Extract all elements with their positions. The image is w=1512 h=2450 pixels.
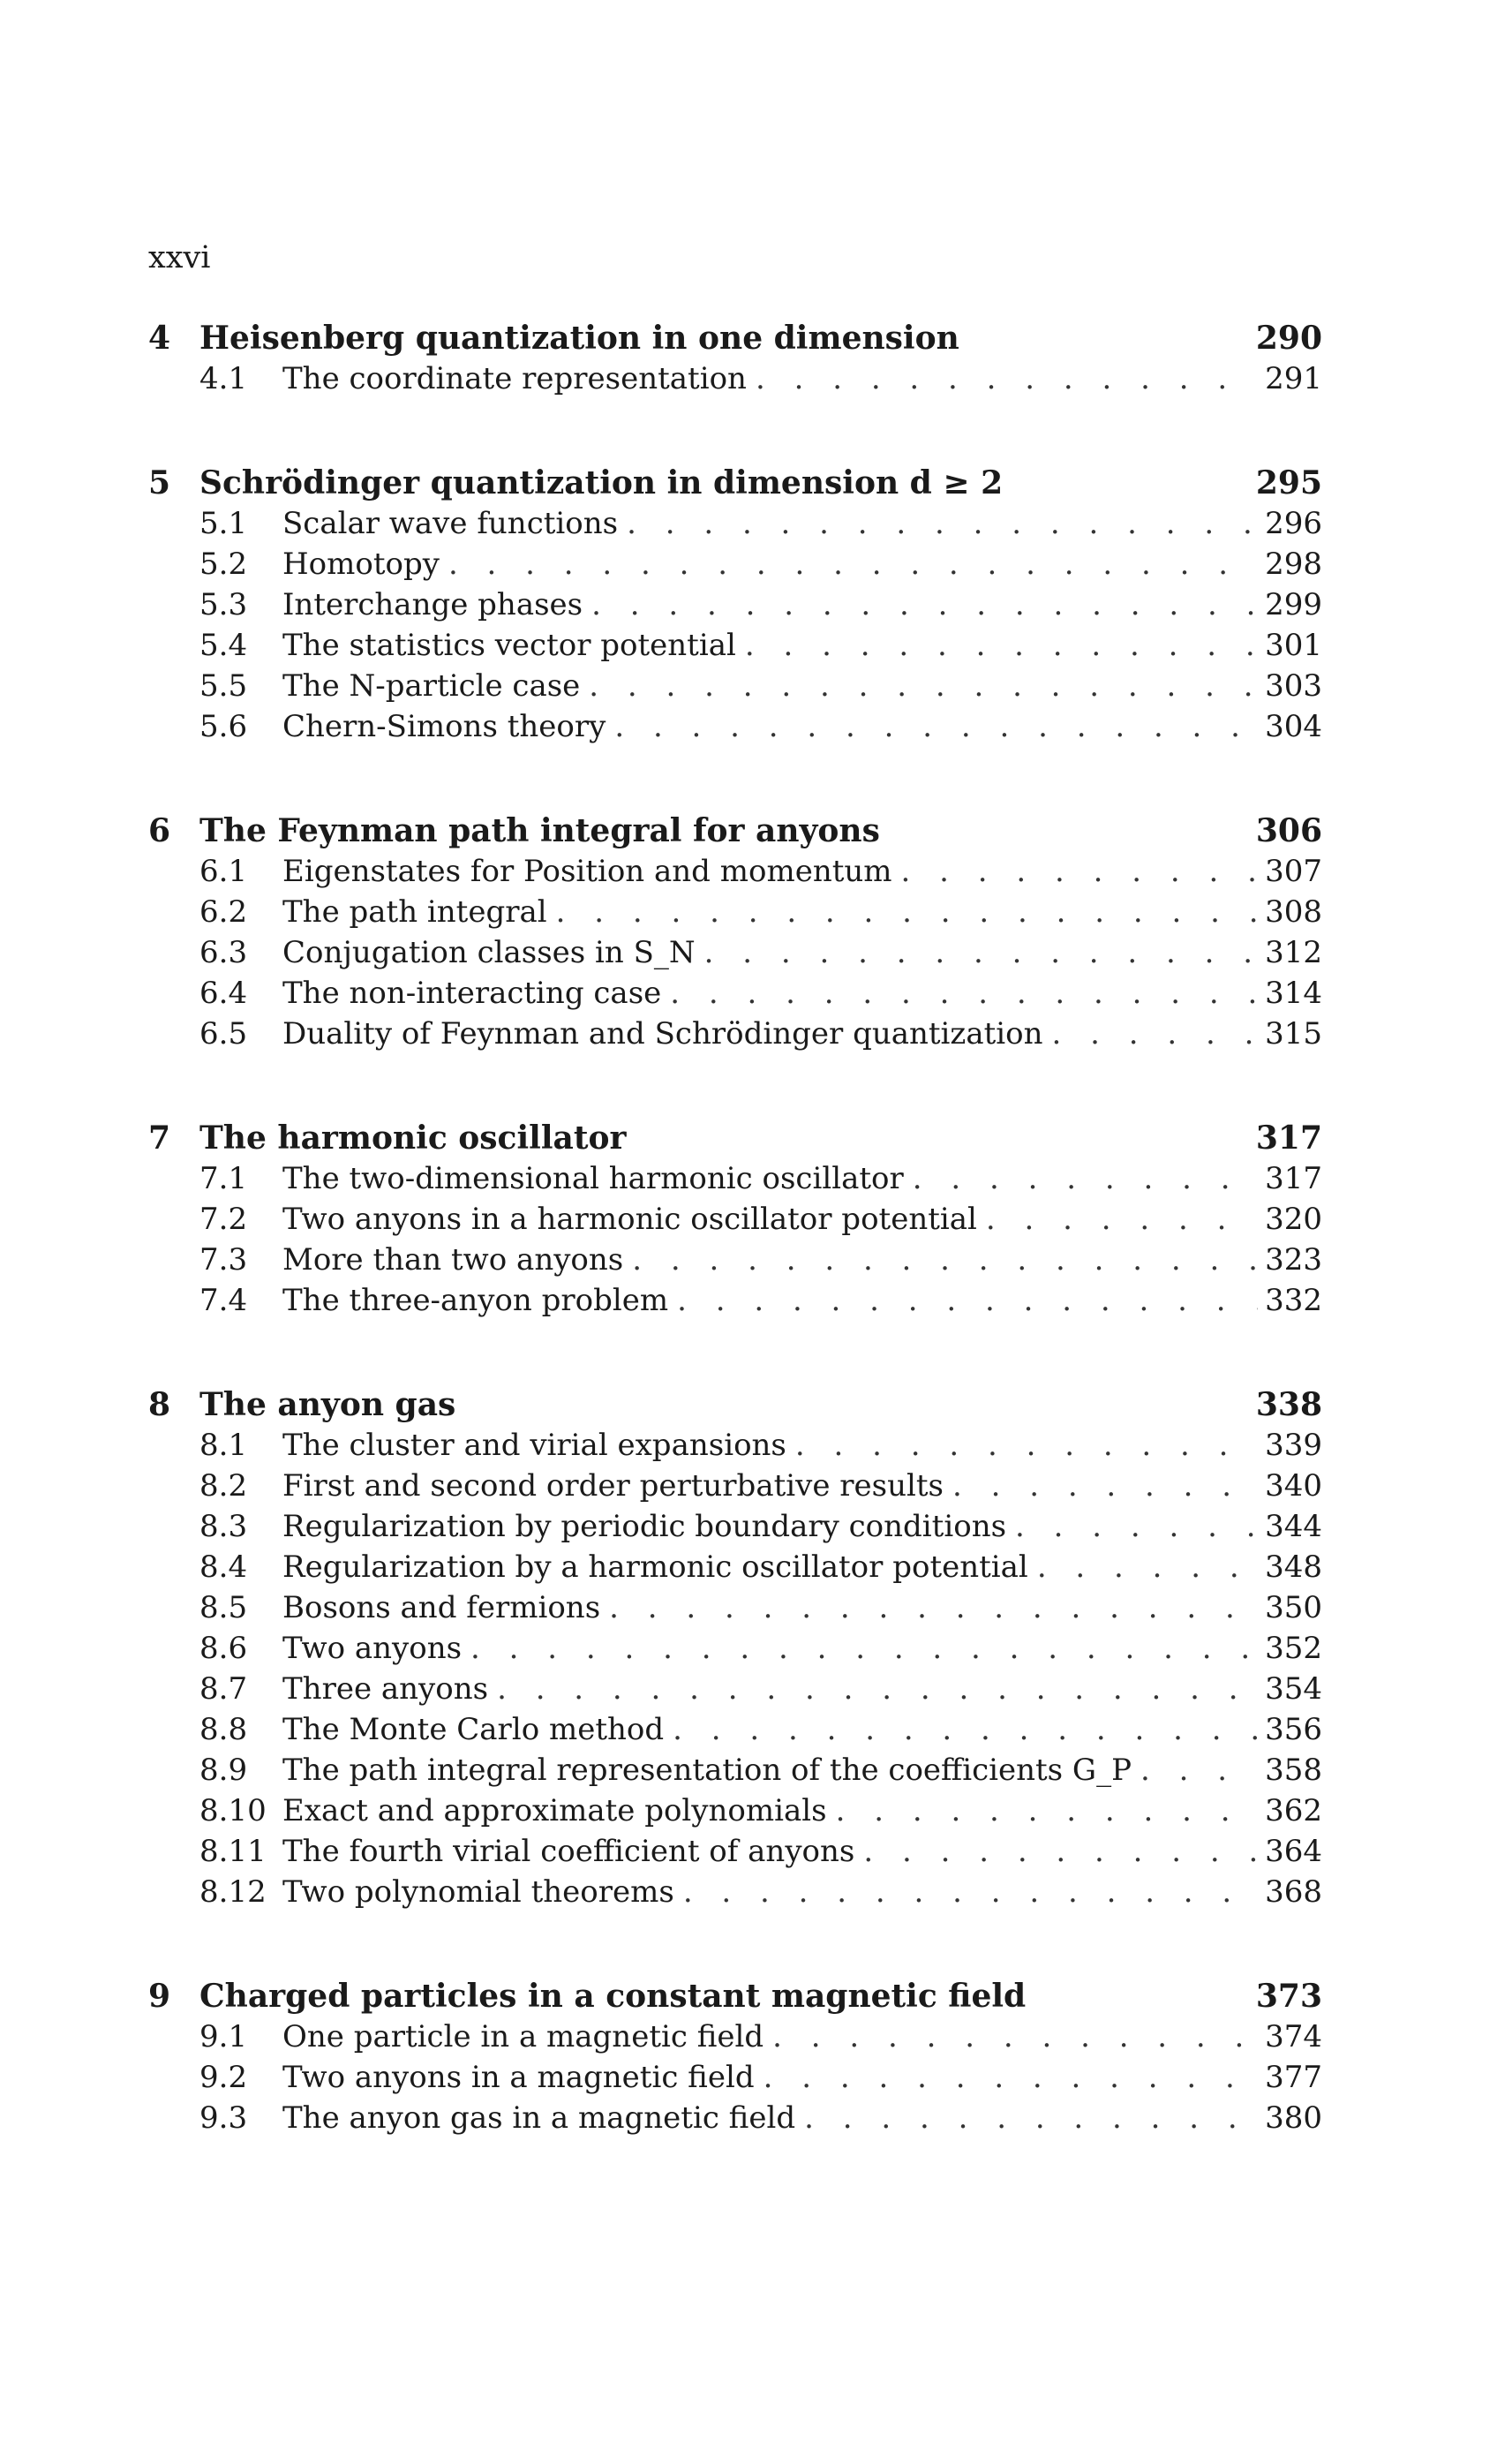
section-entry[interactable] xyxy=(148,1628,1322,1669)
section-number: 5.3 xyxy=(199,587,248,622)
section-number: 7.1 xyxy=(199,1161,248,1196)
section-title: Scalar wave functions xyxy=(282,503,627,544)
section-page-number: 344 xyxy=(1258,1506,1322,1547)
section-number: 6.5 xyxy=(199,1016,248,1052)
chapter-heading[interactable] xyxy=(148,1384,1322,1425)
section-title: Two anyons in a harmonic oscillator potential xyxy=(282,1199,986,1240)
section-entry[interactable] xyxy=(148,706,1322,747)
dot-leader xyxy=(913,1158,1258,1199)
section-title: Exact and approximate polynomials xyxy=(282,1790,836,1831)
section-number: 6.1 xyxy=(199,854,248,889)
section-title: Bosons and fermions xyxy=(282,1587,609,1628)
section-entry[interactable] xyxy=(148,973,1322,1014)
section-number: 5.1 xyxy=(199,506,248,541)
section-page-number: 303 xyxy=(1258,666,1322,706)
section-title: The cluster and virial expansions xyxy=(282,1425,795,1466)
section-page-number: 299 xyxy=(1258,584,1322,625)
dot-leader xyxy=(632,1240,1258,1280)
section-entry[interactable] xyxy=(148,932,1322,973)
dot-leader xyxy=(609,1587,1258,1628)
section-page-number: 340 xyxy=(1258,1466,1322,1506)
dot-leader xyxy=(614,706,1258,747)
chapter-title: The Feynman path integral for anyons xyxy=(199,812,880,849)
section-number: 9.2 xyxy=(199,2060,248,2095)
section-page-number: 358 xyxy=(1258,1750,1322,1790)
section-entry[interactable] xyxy=(148,1669,1322,1709)
section-title: Three anyons xyxy=(282,1669,497,1709)
section-entry[interactable] xyxy=(148,1750,1322,1790)
chapter-title: The harmonic oscillator xyxy=(199,1119,627,1157)
section-number: 9.3 xyxy=(199,2100,248,2136)
dot-leader xyxy=(683,1872,1258,1912)
section-entry[interactable] xyxy=(148,503,1322,544)
section-number: 9.1 xyxy=(199,2019,248,2054)
section-entry[interactable] xyxy=(148,851,1322,892)
section-number: 6.4 xyxy=(199,976,248,1011)
section-entry[interactable] xyxy=(148,2098,1322,2138)
dot-leader xyxy=(704,932,1258,973)
chapter-number: 7 xyxy=(148,1119,171,1157)
table-of-contents xyxy=(148,318,1322,2202)
toc-chapter xyxy=(148,1976,1322,2138)
dot-leader xyxy=(863,1831,1258,1872)
section-number: 8.7 xyxy=(199,1671,248,1707)
section-entry[interactable] xyxy=(148,2057,1322,2098)
section-number: 7.4 xyxy=(199,1283,248,1318)
dot-leader xyxy=(986,1199,1258,1240)
section-entry[interactable] xyxy=(148,1587,1322,1628)
section-number: 8.4 xyxy=(199,1549,248,1585)
section-title: More than two anyons xyxy=(282,1240,632,1280)
section-page-number: 356 xyxy=(1258,1709,1322,1750)
section-page-number: 354 xyxy=(1258,1669,1322,1709)
dot-leader xyxy=(556,892,1258,932)
dot-leader xyxy=(497,1669,1258,1709)
dot-leader xyxy=(764,2057,1258,2098)
section-entry[interactable] xyxy=(148,1466,1322,1506)
toc-chapter xyxy=(148,318,1322,399)
section-title: One particle in a magnetic field xyxy=(282,2017,772,2057)
dot-leader xyxy=(804,2098,1258,2138)
section-entry[interactable] xyxy=(148,544,1322,584)
section-page-number: 296 xyxy=(1258,503,1322,544)
section-title: Chern-Simons theory xyxy=(282,706,614,747)
chapter-title: Schrödinger quantization in dimension d ≥ 2 xyxy=(199,464,1004,501)
section-title: Two anyons xyxy=(282,1628,470,1669)
section-number: 7.2 xyxy=(199,1202,248,1237)
chapter-page-number: 373 xyxy=(1255,1978,1322,2015)
section-page-number: 304 xyxy=(1258,706,1322,747)
dot-leader xyxy=(1052,1014,1259,1054)
section-page-number: 301 xyxy=(1258,625,1322,666)
section-title: The statistics vector potential xyxy=(282,625,745,666)
section-entry[interactable] xyxy=(148,1506,1322,1547)
chapter-page-number: 306 xyxy=(1255,812,1322,849)
section-title: Two anyons in a magnetic field xyxy=(282,2057,764,2098)
section-title: The anyon gas in a magnetic field xyxy=(282,2098,804,2138)
section-title: First and second order perturbative results xyxy=(282,1466,952,1506)
section-title: The non-interacting case xyxy=(282,973,670,1014)
section-title: Interchange phases xyxy=(282,584,591,625)
section-page-number: 291 xyxy=(1258,358,1322,399)
section-title: Homotopy xyxy=(282,544,448,584)
section-number: 5.4 xyxy=(199,628,248,663)
section-number: 8.11 xyxy=(199,1834,267,1869)
section-title: The three-anyon problem xyxy=(282,1280,677,1321)
section-page-number: 307 xyxy=(1258,851,1322,892)
section-entry[interactable] xyxy=(148,1831,1322,1872)
dot-leader xyxy=(1015,1506,1258,1547)
dot-leader xyxy=(591,584,1258,625)
dot-leader xyxy=(772,2017,1258,2057)
section-entry[interactable] xyxy=(148,1709,1322,1750)
section-entry[interactable] xyxy=(148,1014,1322,1054)
dot-leader xyxy=(901,851,1259,892)
section-number: 8.6 xyxy=(199,1631,248,1666)
dot-leader xyxy=(756,358,1258,399)
section-page-number: 368 xyxy=(1258,1872,1322,1912)
section-page-number: 312 xyxy=(1258,932,1322,973)
section-number: 8.2 xyxy=(199,1468,248,1504)
dot-leader xyxy=(589,666,1258,706)
section-title: The N-particle case xyxy=(282,666,589,706)
section-number: 8.3 xyxy=(199,1509,248,1544)
chapter-number: 4 xyxy=(148,320,171,357)
section-page-number: 314 xyxy=(1258,973,1322,1014)
section-page-number: 298 xyxy=(1258,544,1322,584)
page-folio: xxvi xyxy=(148,240,211,275)
section-entry[interactable] xyxy=(148,2017,1322,2057)
section-page-number: 352 xyxy=(1258,1628,1322,1669)
section-title: The path integral xyxy=(282,892,556,932)
section-page-number: 377 xyxy=(1258,2057,1322,2098)
section-number: 5.5 xyxy=(199,668,248,704)
dot-leader xyxy=(836,1790,1259,1831)
section-title: Regularization by periodic boundary conditions xyxy=(282,1506,1015,1547)
toc-chapter xyxy=(148,463,1322,747)
chapter-heading[interactable] xyxy=(148,1976,1322,2017)
section-page-number: 315 xyxy=(1258,1014,1322,1054)
chapter-number: 5 xyxy=(148,464,171,501)
chapter-heading[interactable] xyxy=(148,463,1322,503)
chapter-page-number: 338 xyxy=(1255,1386,1322,1423)
section-number: 5.6 xyxy=(199,709,248,744)
section-title: The Monte Carlo method xyxy=(282,1709,673,1750)
dot-leader xyxy=(1140,1750,1258,1790)
chapter-page-number: 295 xyxy=(1255,464,1322,501)
chapter-title: Heisenberg quantization in one dimension xyxy=(199,320,959,357)
dot-leader xyxy=(677,1280,1258,1321)
section-number: 7.3 xyxy=(199,1242,248,1278)
section-entry[interactable] xyxy=(148,1547,1322,1587)
dot-leader xyxy=(470,1628,1258,1669)
section-page-number: 320 xyxy=(1258,1199,1322,1240)
chapter-heading[interactable] xyxy=(148,810,1322,851)
section-number: 8.8 xyxy=(199,1712,248,1747)
chapter-title: Charged particles in a constant magnetic field xyxy=(199,1978,1027,2015)
chapter-number: 8 xyxy=(148,1386,171,1423)
section-page-number: 362 xyxy=(1258,1790,1322,1831)
section-entry[interactable] xyxy=(148,1280,1322,1321)
section-title: Conjugation classes in S_N xyxy=(282,932,704,973)
chapter-number: 9 xyxy=(148,1978,171,2015)
section-entry[interactable] xyxy=(148,892,1322,932)
chapter-number: 6 xyxy=(148,812,171,849)
section-page-number: 348 xyxy=(1258,1547,1322,1587)
section-number: 8.12 xyxy=(199,1874,267,1910)
section-entry[interactable] xyxy=(148,584,1322,625)
section-entry[interactable] xyxy=(148,1199,1322,1240)
section-page-number: 332 xyxy=(1258,1280,1322,1321)
toc-chapter xyxy=(148,810,1322,1054)
section-entry[interactable] xyxy=(148,1872,1322,1912)
dot-leader xyxy=(673,1709,1258,1750)
section-entry[interactable] xyxy=(148,666,1322,706)
section-number: 4.1 xyxy=(199,361,248,396)
chapter-heading[interactable] xyxy=(148,318,1322,358)
dot-leader xyxy=(1037,1547,1258,1587)
section-number: 8.10 xyxy=(199,1793,267,1828)
section-title: The two-dimensional harmonic oscillator xyxy=(282,1158,913,1199)
section-number: 6.2 xyxy=(199,894,248,930)
section-title: Eigenstates for Position and momentum xyxy=(282,851,901,892)
section-title: Duality of Feynman and Schrödinger quantization xyxy=(282,1014,1052,1054)
dot-leader xyxy=(448,544,1258,584)
section-number: 8.9 xyxy=(199,1753,248,1788)
chapter-page-number: 290 xyxy=(1255,320,1322,357)
dot-leader xyxy=(745,625,1258,666)
dot-leader xyxy=(952,1466,1258,1506)
section-title: The fourth virial coefficient of anyons xyxy=(282,1831,863,1872)
section-number: 8.1 xyxy=(199,1428,248,1463)
toc-chapter xyxy=(148,1384,1322,1912)
section-title: Two polynomial theorems xyxy=(282,1872,683,1912)
dot-leader xyxy=(627,503,1258,544)
section-entry[interactable] xyxy=(148,625,1322,666)
chapter-heading[interactable] xyxy=(148,1118,1322,1158)
section-title: Regularization by a harmonic oscillator potential xyxy=(282,1547,1037,1587)
section-entry[interactable] xyxy=(148,1240,1322,1280)
section-entry[interactable] xyxy=(148,358,1322,399)
chapter-page-number: 317 xyxy=(1255,1119,1322,1157)
chapter-title: The anyon gas xyxy=(199,1386,456,1423)
section-page-number: 339 xyxy=(1258,1425,1322,1466)
section-page-number: 317 xyxy=(1258,1158,1322,1199)
dot-leader xyxy=(795,1425,1258,1466)
section-page-number: 374 xyxy=(1258,2017,1322,2057)
section-number: 5.2 xyxy=(199,547,248,582)
section-number: 8.5 xyxy=(199,1590,248,1625)
section-entry[interactable] xyxy=(148,1158,1322,1199)
section-number: 6.3 xyxy=(199,935,248,970)
section-page-number: 350 xyxy=(1258,1587,1322,1628)
section-page-number: 380 xyxy=(1258,2098,1322,2138)
section-title: The path integral representation of the coefficients G_P xyxy=(282,1750,1140,1790)
section-page-number: 323 xyxy=(1258,1240,1322,1280)
section-page-number: 364 xyxy=(1258,1831,1322,1872)
section-page-number: 308 xyxy=(1258,892,1322,932)
section-title: The coordinate representation xyxy=(282,358,756,399)
toc-chapter xyxy=(148,1118,1322,1321)
section-entry[interactable] xyxy=(148,1425,1322,1466)
section-entry[interactable] xyxy=(148,1790,1322,1831)
dot-leader xyxy=(670,973,1258,1014)
